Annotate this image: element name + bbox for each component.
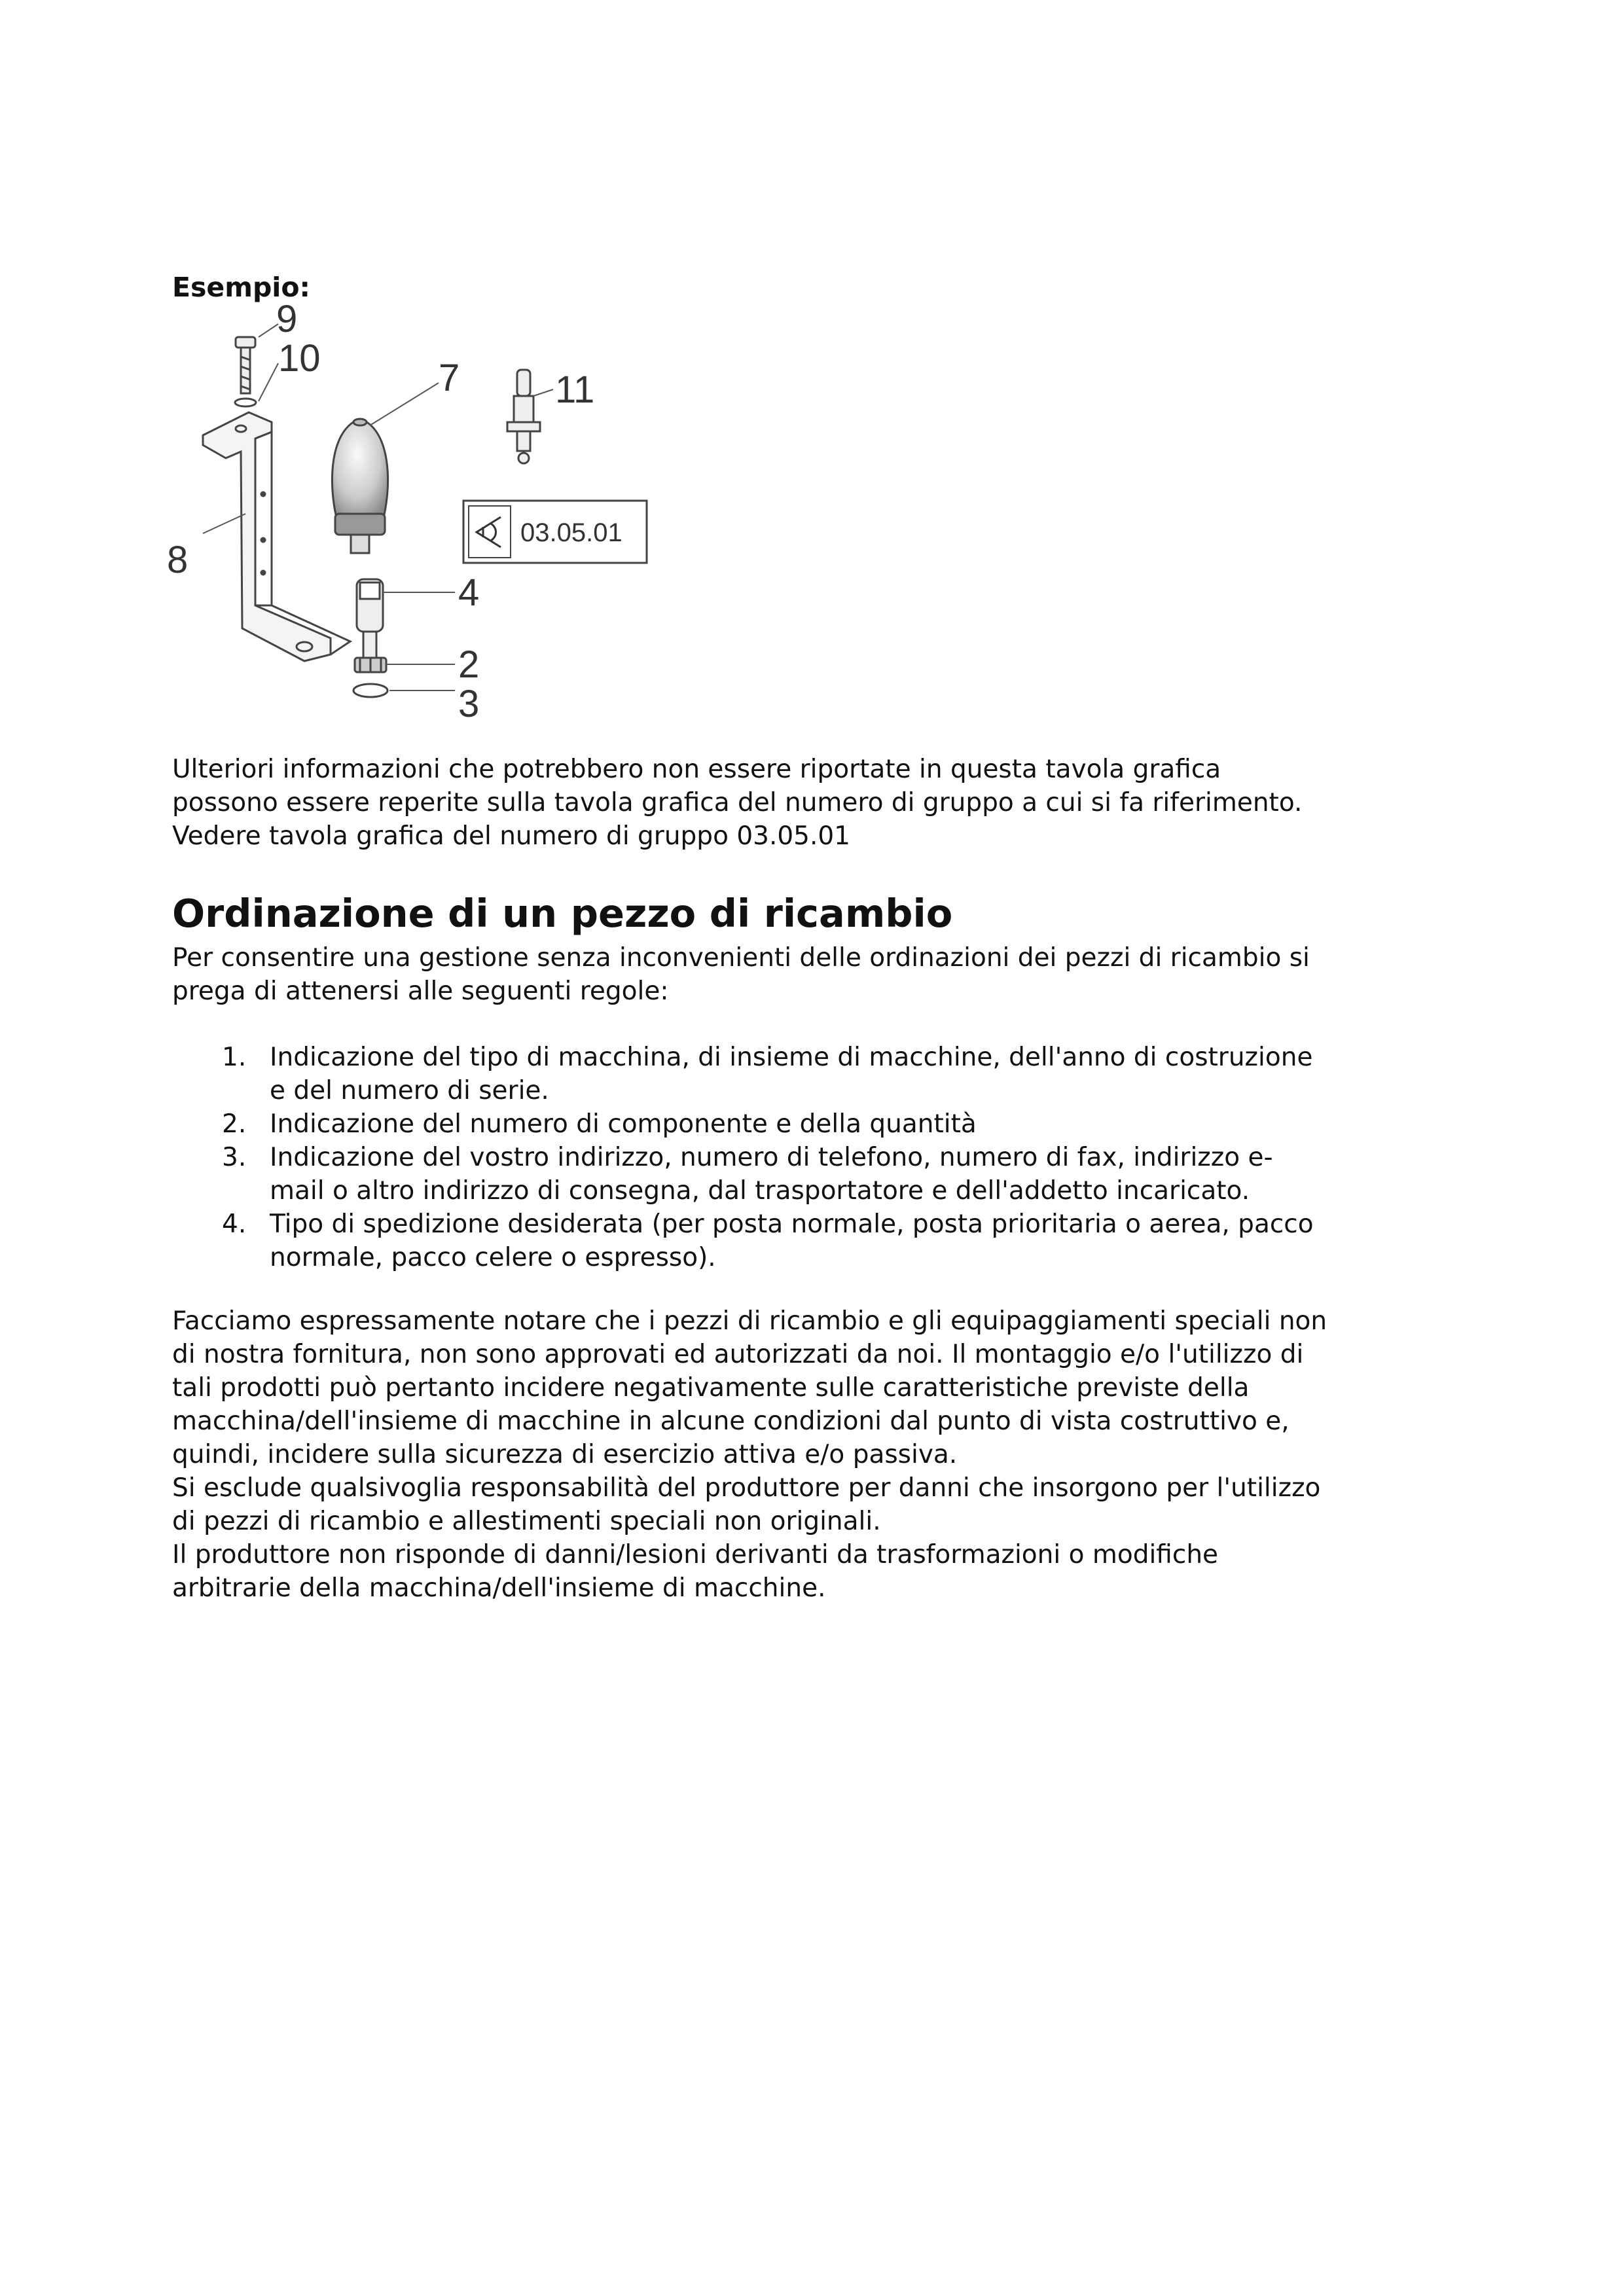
washer-part-10 (235, 399, 256, 406)
lamp-part (507, 370, 540, 463)
callout-11: 11 (555, 368, 595, 411)
rule-text: Indicazione del tipo di macchina, di insieme di macchine, dell'anno di costruzione (270, 1043, 1313, 1072)
info-line: Ulteriori informazioni che potrebbero non essere riportate in questa tavola grafica (172, 755, 1221, 784)
callout-2: 2 (458, 643, 480, 686)
notice-line: di pezzi di ricambio e allestimenti speciali non originali. (172, 1507, 881, 1536)
rule-text: normale, pacco celere o espresso). (270, 1243, 716, 1272)
socket-part (357, 579, 383, 658)
callout-3: 3 (458, 683, 480, 725)
rule-number: 4. (222, 1210, 247, 1239)
beacon-part (332, 419, 388, 553)
callout-4: 4 (458, 571, 480, 614)
washer-part-3 (353, 684, 388, 697)
rule-text: Indicazione del numero di componente e della quantità (270, 1109, 977, 1139)
notice-line: quindi, incidere sulla sicurezza di esercizio attiva e/o passiva. (172, 1440, 958, 1469)
group-reference-number: 03.05.01 (520, 518, 623, 547)
section-heading: Ordinazione di un pezzo di ricambio (172, 891, 953, 936)
rule-number: 2. (222, 1109, 247, 1139)
notice-line: Si esclude qualsivoglia responsabilità del produttore per danni che insorgono per l'utilizzo (172, 1473, 1321, 1503)
rule-number: 3. (222, 1143, 247, 1172)
group-reference-box (463, 501, 647, 563)
intro-line: prega di attenersi alle seguenti regole: (172, 977, 669, 1006)
callout-9: 9 (276, 298, 298, 340)
rule-item (172, 1107, 1455, 1141)
bracket-part (203, 412, 350, 661)
example-label: Esempio: (172, 272, 310, 303)
nut-part (355, 658, 386, 672)
notice-line: Il produttore non risponde di danni/lesioni derivanti da trasformazioni o modifiche (172, 1540, 1219, 1570)
notice-line: tali prodotti può pertanto incidere negativamente sulle caratteristiche previste della (172, 1373, 1250, 1403)
callout-8: 8 (167, 539, 189, 581)
screw-part (236, 337, 255, 393)
notice-line: Facciamo espressamente notare che i pezzi di ricambio e gli equipaggiamenti speciali non (172, 1306, 1327, 1336)
rule-text: mail o altro indirizzo di consegna, dal trasportatore e dell'addetto incaricato. (270, 1176, 1250, 1206)
liability-notice (172, 1304, 1455, 1605)
rule-number: 1. (222, 1043, 247, 1072)
intro-paragraph (172, 941, 1455, 1008)
notice-line: di nostra fornitura, non sono approvati ed autorizzati da noi. Il montaggio e/o l'utilizzo di (172, 1340, 1304, 1369)
info-line: Vedere tavola grafica del numero di gruppo 03.05.01 (172, 821, 850, 851)
callout-7: 7 (439, 357, 460, 399)
exploded-parts-drawing (164, 298, 661, 726)
info-paragraph (172, 753, 1455, 853)
info-line: possono essere reperite sulla tavola grafica del numero di gruppo a cui si fa riferimento. (172, 788, 1303, 817)
rule-text: Indicazione del vostro indirizzo, numero di telefono, numero di fax, indirizzo e- (270, 1143, 1273, 1172)
rule-text: Tipo di spedizione desiderata (per posta normale, posta prioritaria o aerea, pacco (270, 1210, 1314, 1239)
callout-10: 10 (278, 337, 321, 380)
notice-line: arbitrarie della macchina/dell'insieme di macchine. (172, 1573, 826, 1603)
intro-line: Per consentire una gestione senza inconvenienti delle ordinazioni dei pezzi di ricambio si (172, 943, 1310, 973)
rule-item (172, 1208, 1455, 1274)
notice-line: macchina/dell'insieme di macchine in alcune condizioni dal punto di vista costruttivo e, (172, 1407, 1290, 1436)
ordering-rules-list (172, 1041, 1455, 1274)
rule-item (172, 1041, 1455, 1107)
rule-item (172, 1141, 1455, 1208)
rule-text: e del numero di serie. (270, 1076, 549, 1105)
